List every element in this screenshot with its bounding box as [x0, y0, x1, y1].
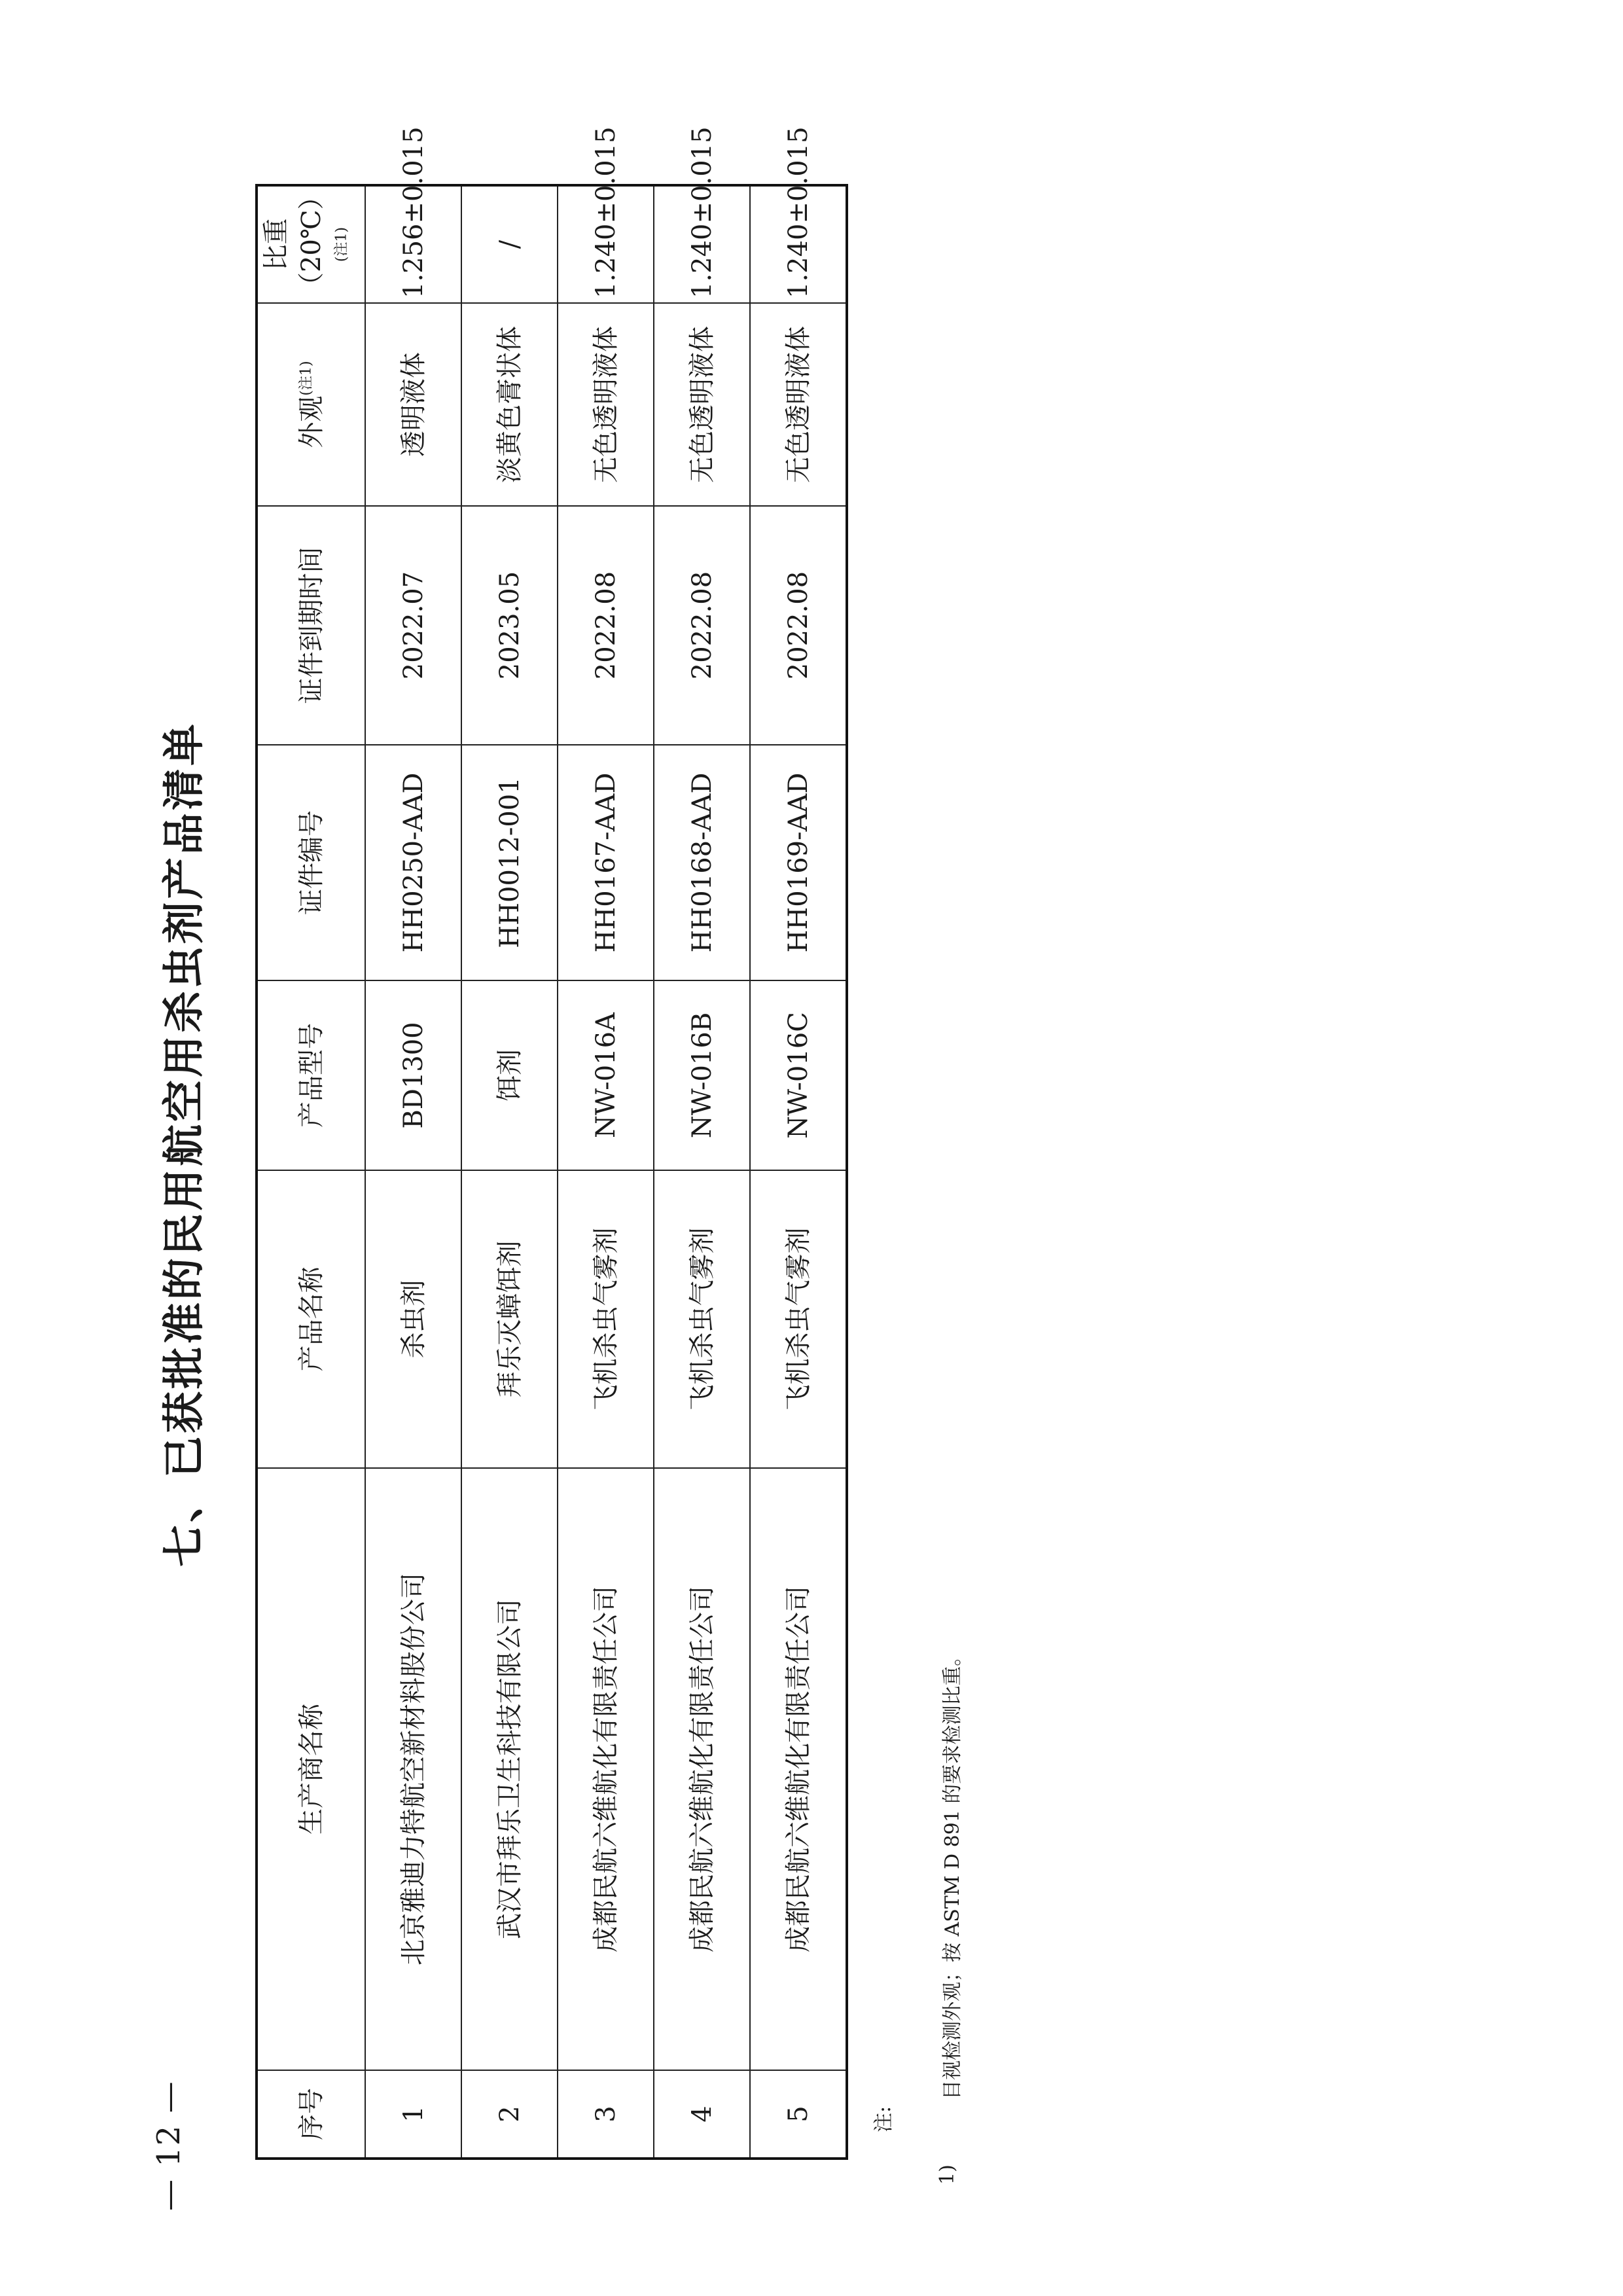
cell-model: 饵剂: [461, 980, 558, 1170]
table-row: [750, 185, 847, 2159]
header-product-name: 产品名称: [257, 1170, 365, 1468]
cell-appearance: 无色透明液体: [750, 303, 847, 506]
notes-label: 注:: [872, 2106, 895, 2132]
header-index: 序号: [257, 2070, 365, 2159]
table-row: [558, 185, 654, 2159]
cell-index: 3: [558, 2070, 654, 2159]
cell-product-name: 杀虫剂: [365, 1170, 461, 1468]
cell-expiry: 2022.07: [365, 506, 461, 745]
cell-index: 1: [365, 2070, 461, 2159]
cell-appearance: 无色透明液体: [558, 303, 654, 506]
cell-model: NW-016B: [654, 980, 750, 1170]
header-appearance: [257, 303, 365, 506]
cell-manufacturer: 成都民航六维航化有限责任公司: [750, 1468, 847, 2070]
table-row: [461, 185, 558, 2159]
cell-expiry: 2023.05: [461, 506, 558, 745]
header-cert-no: 证件编号: [257, 745, 365, 980]
cell-density: 1.240±0.015: [750, 185, 847, 303]
cell-cert-no: HH0250-AAD: [365, 745, 461, 980]
cell-product-name: 飞机杀虫气雾剂: [750, 1170, 847, 1468]
header-density: [257, 185, 365, 303]
cell-index: 4: [654, 2070, 750, 2159]
cell-product-name: 拜乐灭蟑饵剂: [461, 1170, 558, 1468]
header-model: 产品型号: [257, 980, 365, 1170]
table-header-row: [257, 185, 365, 2159]
cell-density: 1.256±0.015: [365, 185, 461, 303]
cell-model: BD1300: [365, 980, 461, 1170]
note-number: 1): [936, 2164, 959, 2185]
cell-model: NW-016A: [558, 980, 654, 1170]
header-density-line1: 比重: [260, 218, 291, 271]
cell-expiry: 2022.08: [750, 506, 847, 745]
cell-density: /: [461, 185, 558, 303]
cell-expiry: 2022.08: [654, 506, 750, 745]
header-appearance-note: (注1): [298, 361, 315, 396]
cell-appearance: 淡黄色膏状体: [461, 303, 558, 506]
header-manufacturer: 生产商名称: [257, 1468, 365, 2070]
cell-product-name: 飞机杀虫气雾剂: [558, 1170, 654, 1468]
cell-appearance: 无色透明液体: [654, 303, 750, 506]
cell-cert-no: HH0167-AAD: [558, 745, 654, 980]
cell-density: 1.240±0.015: [654, 185, 750, 303]
cell-cert-no: HH0168-AAD: [654, 745, 750, 980]
cell-appearance: 透明液体: [365, 303, 461, 506]
table-row: [654, 185, 750, 2159]
header-expiry: 证件到期时间: [257, 506, 365, 745]
note-text: 目视检测外观；按 ASTM D 891 的要求检测比重。: [941, 1646, 964, 2100]
cell-density: 1.240±0.015: [558, 185, 654, 303]
table-row: [365, 185, 461, 2159]
header-density-line2: （20℃）: [296, 183, 327, 298]
page-number: — 12 —: [151, 2080, 187, 2211]
cell-cert-no: HH0169-AAD: [750, 745, 847, 980]
cell-index: 2: [461, 2070, 558, 2159]
cell-cert-no: HH0012-001: [461, 745, 558, 980]
header-appearance-label: 外观: [296, 395, 327, 448]
product-list-table: [255, 126, 848, 2160]
cell-expiry: 2022.08: [558, 506, 654, 745]
cell-manufacturer: 武汉市拜乐卫生科技有限公司: [461, 1468, 558, 2070]
cell-model: NW-016C: [750, 980, 847, 1170]
page-title: 七、已获批准的民用航空用杀虫剂产品清单: [160, 721, 209, 1567]
cell-index: 5: [750, 2070, 847, 2159]
cell-manufacturer: 成都民航六维航化有限责任公司: [654, 1468, 750, 2070]
header-density-note: (注1): [333, 226, 350, 262]
cell-product-name: 飞机杀虫气雾剂: [654, 1170, 750, 1468]
cell-manufacturer: 成都民航六维航化有限责任公司: [558, 1468, 654, 2070]
cell-manufacturer: 北京雅迪力特航空新材料股份公司: [365, 1468, 461, 2070]
